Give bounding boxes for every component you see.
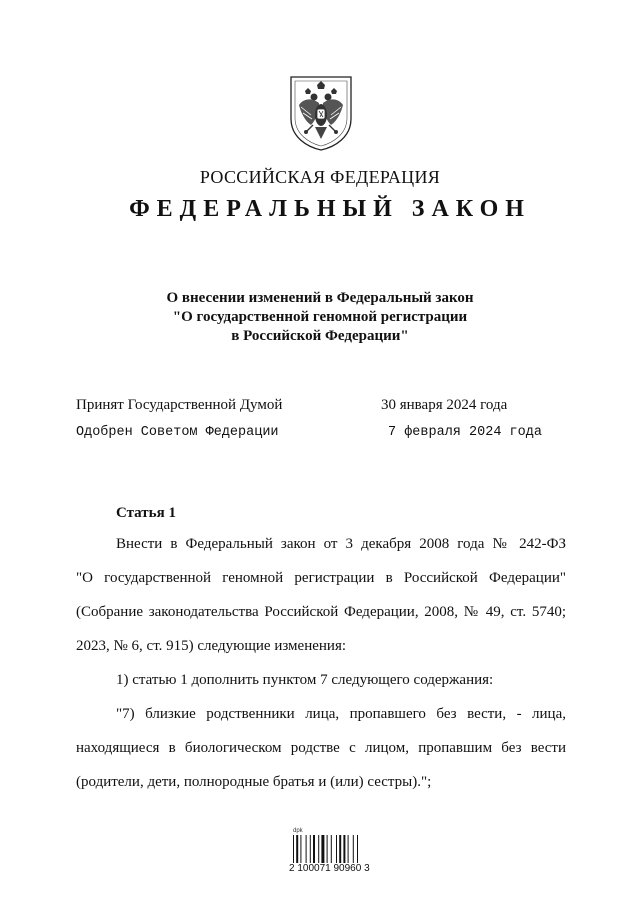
article-line: (Собрание законодательства Российской Федерации, 2008, № 49, ст. 5740;: [76, 604, 566, 620]
coat-of-arms-icon: [289, 75, 353, 151]
article-line: 1) статью 1 дополнить пунктом 7 следующего содержания:: [116, 672, 494, 688]
article-body: [76, 535, 566, 807]
law-title: [0, 289, 640, 346]
law-title-line: в Российской Федерации": [231, 328, 409, 344]
barcode-number: 2 100071 90960 3: [289, 863, 370, 874]
law-type-heading: ФЕДЕРАЛЬНЫЙ ЗАКОН: [129, 196, 531, 222]
country-name: РОССИЙСКАЯ ФЕДЕРАЦИЯ: [199, 167, 441, 187]
article-line: Внести в Федеральный закон от 3 декабря 2008 года № 242-ФЗ: [116, 536, 566, 552]
article-line: (родители, дети, полнородные братья и (или) сестры).";: [76, 774, 432, 790]
article-line: "7) близкие родственники лица, пропавшего без вести, - лица,: [116, 706, 566, 722]
barcode-caption: dpk: [293, 828, 303, 834]
article-line: 2023, № 6, ст. 915) следующие изменения:: [76, 638, 347, 654]
council-approval-label: Одобрен Советом Федерации: [76, 425, 279, 440]
duma-adoption-date: 30 января 2024 года: [381, 397, 508, 413]
article-line: "О государственной геномной регистрации в Российской Федерации": [76, 570, 566, 586]
article-heading: Статья 1: [116, 505, 176, 521]
duma-adoption-label: Принят Государственной Думой: [76, 397, 283, 413]
law-title-line: О внесении изменений в Федеральный закон: [166, 290, 474, 306]
law-title-line: "О государственной геномной регистрации: [172, 309, 468, 325]
article-line: находящиеся в биологическом родстве с лицом, пропавшим без вести: [76, 740, 566, 756]
council-approval-date: 7 февраля 2024 года: [388, 425, 542, 440]
